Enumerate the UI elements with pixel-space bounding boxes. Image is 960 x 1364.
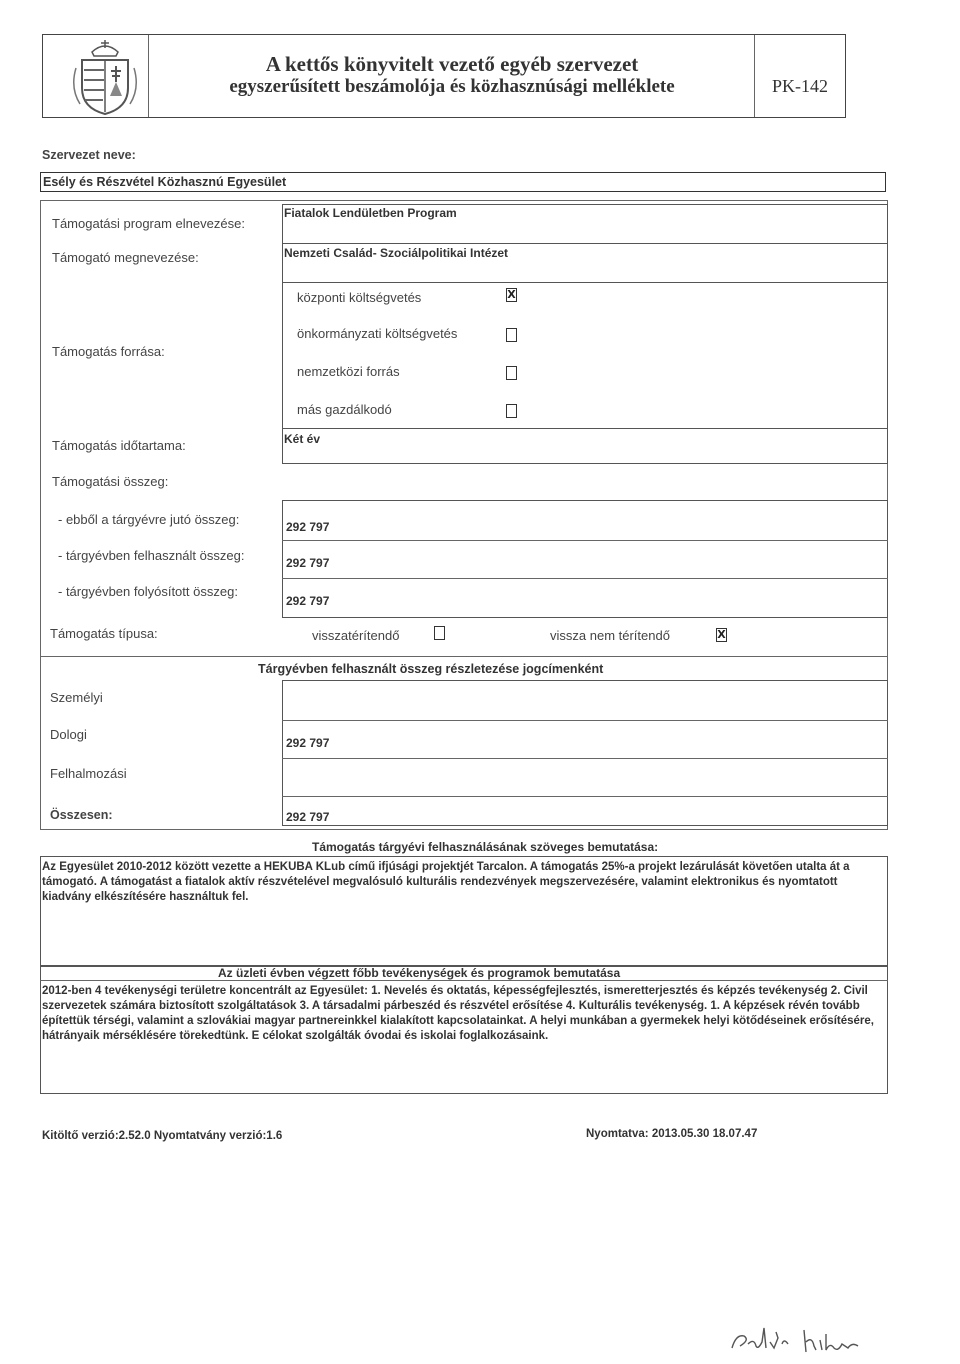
business-title-rule xyxy=(40,980,888,981)
breakdown-divider-3 xyxy=(282,796,888,797)
signature-image xyxy=(722,1318,882,1360)
footer-printed: Nyomtatva: 2013.05.30 18.07.47 xyxy=(586,1128,758,1140)
amount-divider-2 xyxy=(282,578,888,579)
supporter-value: Nemzeti Család- Szociálpolitikai Intézet xyxy=(284,246,509,260)
source-option-central-label: központi költségvetés xyxy=(297,290,422,305)
amount-year-label: - ebből a tárgyévre jutó összeg: xyxy=(58,512,240,527)
breakdown-personal-label: Személyi xyxy=(50,690,103,705)
form-title-line1: A kettős könyvitelt vezető egyéb szervezet xyxy=(265,52,639,76)
type-label: Támogatás típusa: xyxy=(50,626,158,641)
amount-fields xyxy=(282,500,888,618)
breakdown-total-label: Összesen: xyxy=(50,808,113,822)
breakdown-title: Tárgyévben felhasznált összeg részletezése jogcímenként xyxy=(258,662,604,676)
breakdown-capital-label: Felhalmozási xyxy=(50,766,127,781)
form-code: PK-142 xyxy=(771,76,828,96)
breakdown-fields xyxy=(282,680,888,826)
type-refundable-checkbox[interactable] xyxy=(434,626,445,640)
program-label: Támogatási program elnevezése: xyxy=(52,216,245,231)
organization-name-field xyxy=(40,172,886,192)
footer-version: Kitöltő verzió:2.52.0 Nyomtatvány verzió:1.6 xyxy=(42,1130,283,1142)
business-title: Az üzleti évben végzett főbb tevékenységek és programok bemutatása xyxy=(218,966,621,980)
source-central-checkbox[interactable]: X xyxy=(507,288,516,301)
duration-value: Két év xyxy=(284,432,321,446)
program-value: Fiatalok Lendületben Program xyxy=(284,206,457,220)
amount-disbursed-label: - tárgyévben folyósított összeg: xyxy=(58,584,238,599)
header-divider-left xyxy=(148,35,149,117)
organization-label: Szervezet neve: xyxy=(42,148,136,162)
coat-of-arms-logo xyxy=(70,38,140,116)
source-option-other-label: más gazdálkodó xyxy=(297,402,392,417)
source-municipal-checkbox[interactable] xyxy=(506,328,517,342)
amount-label: Támogatási összeg: xyxy=(52,474,169,489)
breakdown-divider-2 xyxy=(282,758,888,759)
breakdown-divider-1 xyxy=(282,720,888,721)
type-nonrefundable-label: vissza nem térítendő xyxy=(550,628,670,643)
breakdown-total-value: 292 797 xyxy=(286,810,330,824)
type-refundable-label: visszatérítendő xyxy=(312,628,400,643)
source-option-international-label: nemzetközi forrás xyxy=(297,364,400,379)
supporter-label: Támogató megnevezése: xyxy=(52,250,199,265)
usage-text: Az Egyesület 2010-2012 között vezette a HEKUBA KLub című ifjúsági projektjét Tarcalon. A támogatás 25%-a projekt lezárulását követően utalta át a támogató. A támogatást a fiatalok aktív részvételével megvalósuló kulturális rendezvények megszervezésére, valamint elektronikus és nyomtatott kiadvány elkészítésére használtuk fel. xyxy=(42,861,850,903)
source-label: Támogatás forrása: xyxy=(52,344,165,359)
form-title-line2: egyszerűsített beszámolója és közhasznúsági melléklete xyxy=(229,76,675,97)
usage-title: Támogatás tárgyévi felhasználásának szöveges bemutatása: xyxy=(312,840,659,854)
amount-year-value: 292 797 xyxy=(286,520,330,534)
duration-field xyxy=(282,428,888,464)
business-text: 2012-ben 4 tevékenységi területre koncentrált az Egyesület: 1. Nevelés és oktatás, képességfejlesztés, ismeretterjesztés és képzés tevékenység 2. Civil szervezetek számára biztosított szolgáltatások 3. A társadalmi párbeszéd és részvétel erősítése 4. Kulturális tevékenység. 1. A képzések révén tovább építettük térségi, valamint a szlovákiai magyar partnereinkkel kialakított kapcsolatainkat. A helyi munkában a gyermekek helyi kötődéseinek erősítésére, hátrányaik mérséklésére törekedtünk. E célokat szolgálták óvodai és iskolai foglalkozásaink. xyxy=(42,985,874,1042)
duration-label: Támogatás időtartama: xyxy=(52,438,186,453)
breakdown-top-rule xyxy=(40,656,888,657)
breakdown-material-label: Dologi xyxy=(50,727,87,742)
amount-divider-1 xyxy=(282,540,888,541)
amount-disbursed-value: 292 797 xyxy=(286,594,330,608)
amount-used-value: 292 797 xyxy=(286,556,330,570)
source-option-municipal-label: önkormányzati költségvetés xyxy=(297,326,458,341)
source-other-checkbox[interactable] xyxy=(506,404,517,418)
breakdown-material-value: 292 797 xyxy=(286,736,330,750)
source-international-checkbox[interactable] xyxy=(506,366,517,380)
amount-used-label: - tárgyévben felhasznált összeg: xyxy=(58,548,245,563)
type-nonrefundable-checkbox[interactable]: X xyxy=(717,628,726,641)
organization-name-value: Esély és Részvétel Közhasznú Egyesület xyxy=(43,175,287,189)
